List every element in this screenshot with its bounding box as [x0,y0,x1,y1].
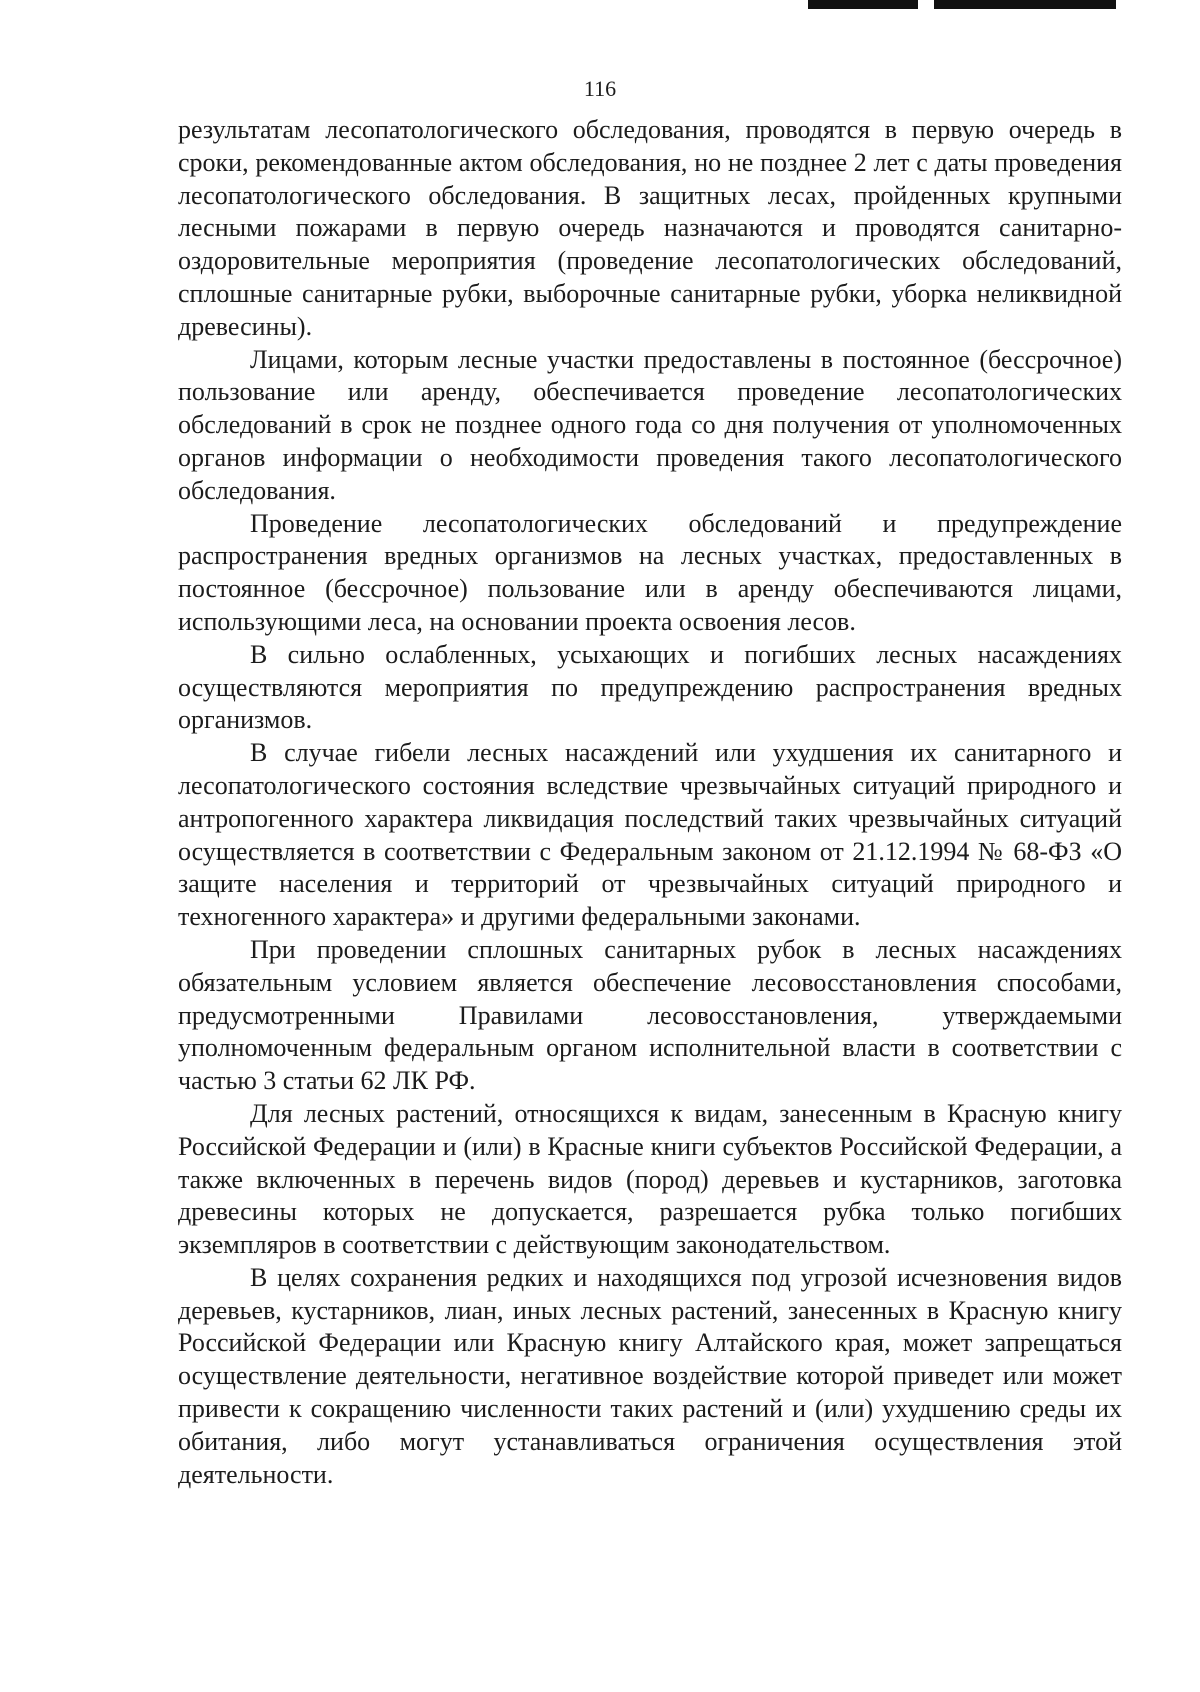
paragraph: В целях сохранения редких и находящихся под угрозой исчезновения видов деревьев, кустарников, лиан, иных лесных растений, занесенных в Красную книгу Российской Федерации или Красную книгу Алтайского края, может запрещаться осуществление деятельности, негативное воздействие которой приведет или может привести к сокращению численности таких растений и (или) ухудшению среды их обитания, либо могут устанавливаться ограничения осуществления этой деятельности. [178,1262,1122,1489]
paragraph: Для лесных растений, относящихся к видам, занесенным в Красную книгу Российской Федерации и (или) в Красные книги субъектов Российской Федерации, а также включенных в перечень видов (пород) деревьев и кустарников, заготовка древесины которых не допускается, разрешается рубка только погибших экземпляров в соответствии с действующим законодательством. [178,1098,1122,1260]
paragraph: При проведении сплошных санитарных рубок в лесных насаждениях обязательным условием является обеспечение лесовосстановления способами, предусмотренными Правилами лесовосстановления, утверждаемыми уполномоченным федеральным органом исполнительной власти в соответствии с частью 3 статьи 62 ЛК РФ. [178,934,1122,1096]
paragraph: Проведение лесопатологических обследований и предупреждение распространения вредных организмов на лесных участках, предоставленных в постоянное (бессрочное) пользование или в аренду обеспечиваются лицами, использующими леса, на основании проекта освоения лесов. [178,508,1122,636]
paragraph: В случае гибели лесных насаждений или ухудшения их санитарного и лесопатологического состояния вследствие чрезвычайных ситуаций природного и антропогенного характера ликвидация последствий таких чрезвычайных ситуаций осуществляется в соответствии с Федеральным законом от 21.12.1994 № 68-ФЗ «О защите населения и территорий от чрезвычайных ситуаций природного и техногенного характера» и другими федеральными законами. [178,738,1122,932]
scan-edge-mark-right [934,0,1116,9]
paragraph: В сильно ослабленных, усыхающих и погибших лесных насаждениях осуществляются мероприятия по предупреждению распространения вредных организмов. [178,639,1122,735]
paragraph: результатам лесопатологического обследования, проводятся в первую очередь в сроки, рекомендованные актом обследования, но не позднее 2 лет с даты проведения лесопатологического обследования. В защитных лесах, пройденных крупными лесными пожарами в первую очередь назначаются и проводятся санитарно-оздоровительные мероприятия (проведение лесопатологических обследований, сплошные санитарные рубки, выборочные санитарные рубки, уборка неликвидной древесины). [178,115,1122,341]
scan-edge-mark-left [808,0,918,9]
document-body [178,114,1122,1491]
page-number: 116 [583,76,617,101]
paragraph: Лицами, которым лесные участки предоставлены в постоянное (бессрочное) пользование или аренду, обеспечивается проведение лесопатологических обследований в срок не позднее одного года со дня получения от уполномоченных органов информации о необходимости проведения такого лесопатологического обследования. [178,344,1122,505]
